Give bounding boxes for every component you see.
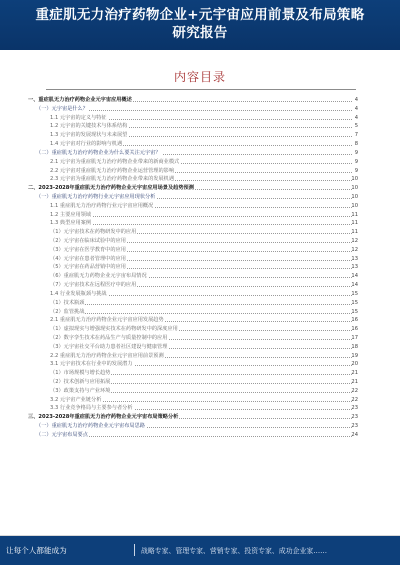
toc-entry-page: 4 [354,97,358,103]
footer-roles: 战略专家、管理专家、营销专家、投资专家、成功企业家…… [141,547,328,555]
toc-entry-page: 15 [351,290,358,297]
toc-entry-title: 1.3 元宇宙的发展现状与未来展望 [50,132,128,139]
toc-heading-divider [46,89,356,90]
toc-entry-page: 15 [351,299,358,306]
toc-entry[interactable] [24,246,356,255]
toc-entry[interactable] [24,308,356,317]
toc-entry[interactable] [24,272,356,281]
toc-entry[interactable] [24,131,356,140]
toc-entry-page: 11 [351,229,358,236]
toc-entry[interactable] [24,114,356,123]
toc-entry[interactable] [24,140,356,149]
toc-entry-page: 10 [351,176,358,183]
toc-entry[interactable] [24,96,356,105]
toc-entry[interactable] [24,422,356,431]
toc-entry[interactable] [24,228,356,237]
toc-entry[interactable] [24,219,356,228]
toc-entry-page: 5 [354,123,358,130]
toc-entry-title: 1.4 元宇宙对行业的影响与机遇 [50,141,123,148]
toc-entry-page: 12 [351,238,358,244]
toc-entry-title: 3.1 元宇宙技术在行业中的发展潜力 [50,361,133,368]
toc-entry-title: （2）元宇宙在临床试验中的应用 [50,238,126,244]
footer-separator [134,544,135,556]
toc-entry-page: 21 [351,379,358,385]
toc-entry-page: 10 [351,202,358,209]
toc-entry-title: （2）监管挑战 [50,308,85,315]
toc-entry-title: 2.1 元宇宙为重症肌无力治疗药物企业带来的新商业模式 [50,158,180,165]
toc-entry-title: （二）重症肌无力治疗药物企业为什么要关注元宇宙？ [36,149,161,156]
toc-entry-page: 7 [354,132,358,139]
toc-entry-page: 22 [351,396,358,403]
toc-entry-page: 14 [351,273,358,280]
toc-entry[interactable] [24,387,356,396]
toc-entry-page: 8 [354,141,358,148]
toc-entry-title: （1）元宇宙技术在药物研发中的应用 [50,229,137,236]
toc-entry-page: 22 [351,387,358,394]
toc-entry-title: （二）元宇宙布局要点 [36,431,88,438]
toc-leader-dots [54,216,352,217]
toc-entry-page: 23 [351,414,358,421]
toc-entry[interactable] [24,334,356,343]
toc-entry-title: 2.2 重症肌无力治疗药物企业元宇宙应用前景预测 [50,352,164,359]
toc-entry-title: 2.1 重症肌无力治疗药物企业元宇宙应用发展趋势 [50,317,164,324]
toc-entry-page: 10 [351,185,358,192]
toc-entry[interactable] [24,290,356,299]
toc-entry[interactable] [24,360,356,369]
toc-entry[interactable] [24,299,356,308]
footer-slogan: 让每个人都能成为 [6,546,67,555]
toc-entry[interactable] [24,149,356,158]
toc-entry-page: 13 [351,255,358,262]
toc-leader-dots [54,224,352,225]
toc-entry[interactable] [24,211,356,220]
toc-entry[interactable] [24,193,356,202]
toc-entry[interactable] [24,378,356,387]
toc-entry-page: 16 [351,317,358,324]
toc-entry-page: 16 [351,326,358,333]
toc-entry[interactable] [24,316,356,325]
toc-entry-title: 二、2023-2028年重症肌无力治疗药物企业元宇宙应用场景及趋势预测 [28,185,194,192]
toc-entry-title: 2.3 元宇宙为重症肌无力治疗药物企业带来的发展机遇 [50,176,175,183]
toc-entry-title: （3）元宇宙社交平台助力患者社区建设与健康管理 [50,343,168,350]
toc-entry[interactable] [24,184,356,193]
toc-entry-page: 17 [351,334,358,341]
report-footer [0,536,400,565]
toc-entry-page: 13 [351,264,358,271]
toc-entry[interactable] [24,352,356,361]
toc-entry-title: （一）重症肌无力治疗药物行业元宇宙应用现状分析 [36,193,156,200]
toc-entry[interactable] [24,175,356,184]
report-header [0,0,400,50]
toc-entry-title: （一）重症肌无力治疗药物企业元宇宙布局思路 [36,423,145,430]
toc-entry-title: 一、重症肌无力治疗药物企业元宇宙应用概述 [28,97,132,103]
toc-entry[interactable] [24,237,356,246]
toc-entry-page: 11 [351,220,358,227]
toc-entry-title: （1）市场规模与增长趋势 [50,370,111,377]
toc-entry[interactable] [24,343,356,352]
toc-entry-page: 12 [351,246,358,253]
toc-entry-title: （7）元宇宙技术在远程医疗中的应用 [50,282,137,289]
toc-entry-title: （2）技术创新与应用拓展 [50,379,111,385]
toc-entry-title: （5）元宇宙在药品营销中的应用 [50,264,126,271]
report-title: 重症肌无力治疗药物企业+元宇宙应用前景及布局策略研究报告 [35,7,365,41]
toc-entry-page: 24 [351,431,358,438]
toc-entry-title: 2.2 元宇宙对重症肌无力治疗药物企业运营管理的影响 [50,167,175,174]
toc-entry-title: 1.1 元宇宙的定义与特征 [50,114,107,121]
toc-entry-page: 15 [351,308,358,315]
toc-entry-title: （1）技术瓶颈 [50,299,85,306]
toc-entry[interactable] [24,404,356,413]
toc-entry-title: （4）元宇宙在患者管理中的应用 [50,255,126,262]
toc-entry-page: 9 [354,167,358,174]
toc-entry-page: 10 [351,193,358,200]
toc-entry[interactable] [24,396,356,405]
toc-entry[interactable] [24,413,356,422]
toc-entry-page: 4 [354,114,358,121]
toc-entry-page: 23 [351,405,358,412]
toc-entry-title: 1.3 典型应用案例 [50,220,92,227]
toc-entry-title: （一）元宇宙是什么？ [36,105,88,112]
toc-entry-title: （3）元宇宙在医学教育中的应用 [50,246,126,253]
toc-entry-title: （6）重症肌无力药物企业元宇宙布局情况 [50,273,147,280]
toc-entry-title: 1.2 主要应用领域 [50,211,92,218]
toc-entry[interactable] [24,281,356,290]
toc-entry-page: 21 [351,370,358,377]
toc-entry[interactable] [24,325,356,334]
toc-entry-page: 19 [351,352,358,359]
toc-entry-title: （2）数字孪生技术在药品生产与质量控制中的应用 [50,334,168,341]
toc-entry[interactable] [24,122,356,131]
toc-entry[interactable] [24,158,356,167]
toc-entry-title: 3.2 元宇宙产业链分析 [50,396,102,403]
toc-leader-dots [54,304,352,305]
toc-entry[interactable] [24,263,356,272]
toc-entry[interactable] [24,105,356,114]
toc-entry[interactable] [24,255,356,264]
toc-entry[interactable] [24,369,356,378]
toc-entry-title: 三、2023-2028年重症肌无力治疗药物企业元宇宙布局策略分析 [28,414,179,421]
toc-entry-title: （3）政策支持与产业环境 [50,387,111,394]
toc-entry-page: 9 [354,158,358,165]
toc-leader-dots [54,313,352,314]
toc-heading: 内容目录 [173,70,226,84]
toc-entry-page: 20 [351,361,358,368]
toc-entry-page: 18 [351,343,358,350]
toc-entry-title: （1）虚拟现实与增强现实技术在药物研发中的深度应用 [50,326,178,333]
toc-entry[interactable] [24,431,356,440]
toc-entry-page: 14 [351,282,358,289]
toc-entry[interactable] [24,167,356,176]
toc-entry-page: 9 [354,149,358,156]
toc-entry-page: 11 [351,211,358,218]
toc-entry-title: 1.1 重症肌无力治疗药物行业元宇宙应用概况 [50,202,154,209]
toc-entry-title: 3.3 行业竞争格局与主要参与者分析 [50,405,133,412]
toc-entry-page: 23 [351,423,358,430]
toc-entry-title: 1.2 元宇宙的关键技术与体系结构 [50,123,128,130]
toc-entry[interactable] [24,202,356,211]
toc-entry-title: 1.4 行业发展瓶颈与挑战 [50,290,107,297]
table-of-contents [24,96,356,440]
toc-entry-page: 4 [354,105,358,112]
